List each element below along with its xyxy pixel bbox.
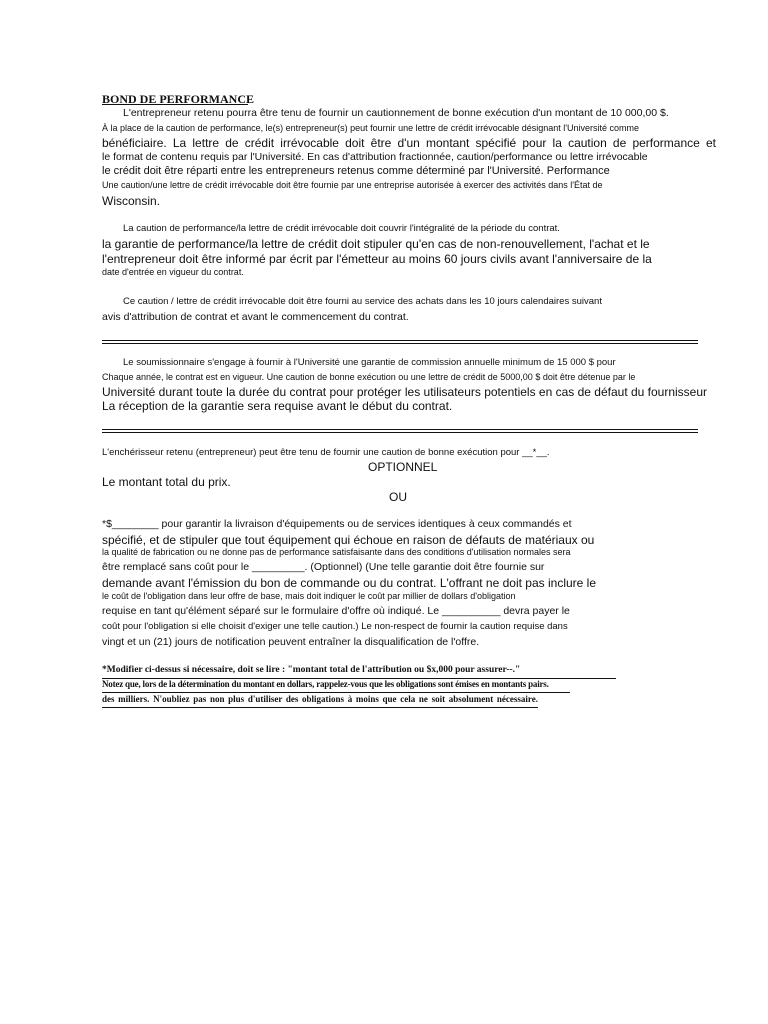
performance-line-8: La caution de performance/la lettre de crédit irrévocable doit couvrir l'intégralité de la période du contrat.: [123, 223, 560, 234]
performance-line-7: Wisconsin.: [102, 194, 161, 208]
bid-line-11: vingt et un (21) jours de notification peuvent entraîner la disqualification de l'offre.: [102, 636, 480, 648]
bid-line-3: *$________ pour garantir la livraison d'équipements ou de services identiques à ceux commandés et: [102, 518, 572, 530]
section-divider-top: [102, 340, 698, 341]
section-divider-top-2: [102, 429, 698, 430]
note-line-3: des milliers. N'oubliez pas non plus d'utiliser des obligations à moins que cela ne soit absolument nécessaire.: [102, 694, 538, 704]
bid-line-6: être remplacé sans coût pour le _________. (Optionnel) (Une telle garantie doit être fournie sur: [102, 561, 545, 573]
commission-line-1: Le soumissionnaire s'engage à fournir à l'Université une garantie de commission annuelle minimum de 15 000 $ pour: [123, 357, 616, 368]
commission-line-2: Chaque année, le contrat est en vigueur. Une caution de bonne exécution ou une lettre de crédit de 5000,00 $ doit être détenue par le: [102, 372, 636, 382]
section-divider-bottom-2: [102, 432, 698, 433]
note-3-underline: [102, 707, 538, 708]
performance-line-12: Ce caution / lettre de crédit irrévocable doit être fourni au service des achats dans les 10 jours calendaires suivant: [123, 296, 602, 307]
performance-line-5: le crédit doit être réparti entre les entrepreneurs retenus comme déterminé par l'Université. Performance: [102, 165, 610, 177]
performance-line-6: Une caution/une lettre de crédit irrévocable doit être fournie par une entreprise autorisée à exercer des activités dans l'État de: [102, 180, 603, 190]
performance-line-4: le format de contenu requis par l'Université. En cas d'attribution fractionnée, caution/performance ou lettre irrévocable: [102, 151, 648, 163]
section-title: BOND DE PERFORMANCE: [102, 92, 254, 106]
bid-line-8: le coût de l'obligation dans leur offre de base, mais doit indiquer le coût par millier de dollars d'obligation: [102, 591, 516, 601]
commission-line-4: La réception de la garantie sera requise avant le début du contrat.: [102, 399, 453, 413]
performance-line-11: date d'entrée en vigueur du contrat.: [102, 267, 244, 277]
bid-line-7: demande avant l'émission du bon de commande ou du contrat. L'offrant ne doit pas inclure le: [102, 576, 597, 590]
performance-line-13: avis d'attribution de contrat et avant le commencement du contrat.: [102, 311, 409, 323]
performance-line-9: la garantie de performance/la lettre de crédit doit stipuler qu'en cas de non-renouvellement, l'achat et le: [102, 237, 650, 251]
bid-line-10: coût pour l'obligation si elle choisit d'exiger une telle caution.) Le non-respect de fournir la caution requise dans: [102, 621, 568, 632]
performance-line-3: bénéficiaire. La lettre de crédit irrévocable doit être d'un montant spécifié pour la caution de performance et: [102, 136, 716, 150]
section-divider-bottom: [102, 343, 698, 344]
performance-line-2: À la place de la caution de performance, le(s) entrepreneur(s) peut fournir une lettre de crédit irrévocable désignant l'Université comme: [102, 123, 639, 133]
note-line-1: *Modifier ci-dessus si nécessaire, doit se lire : "montant total de l'attribution ou $x,000 pour assurer--.": [102, 665, 521, 675]
commission-line-3: Université durant toute la durée du contrat pour protéger les utilisateurs potentiels en cas de défaut du fournisseur: [102, 385, 708, 399]
bid-line-9: requise en tant qu'élément séparé sur le formulaire d'offre où indiqué. Le __________ devra payer le: [102, 605, 570, 617]
note-2-underline: [102, 692, 570, 693]
bid-line-1: L'enchérisseur retenu (entrepreneur) peut être tenu de fournir une caution de bonne exécution pour __*__.: [102, 447, 550, 458]
bid-line-5: la qualité de fabrication ou ne donne pas de performance satisfaisante dans des conditions d'utilisation normales sera: [102, 547, 571, 557]
bid-line-4: spécifié, et de stipuler que tout équipement qui échoue en raison de défauts de matériaux ou: [102, 533, 595, 547]
note-line-2: Notez que, lors de la détermination du montant en dollars, rappelez-vous que les obligations sont émises en montants pairs.: [102, 679, 549, 689]
ou-label: OU: [389, 490, 407, 504]
performance-line-10: l'entrepreneur doit être informé par écrit par l'émetteur au moins 60 jours civils avant l'anniversaire de la: [102, 252, 652, 266]
performance-line-1: L'entrepreneur retenu pourra être tenu de fournir un cautionnement de bonne exécution d'un montant de 10 000,00 $.: [123, 107, 669, 119]
bid-line-2: Le montant total du prix.: [102, 475, 231, 489]
optionnel-label: OPTIONNEL: [368, 460, 438, 474]
title-underline: [102, 104, 248, 105]
